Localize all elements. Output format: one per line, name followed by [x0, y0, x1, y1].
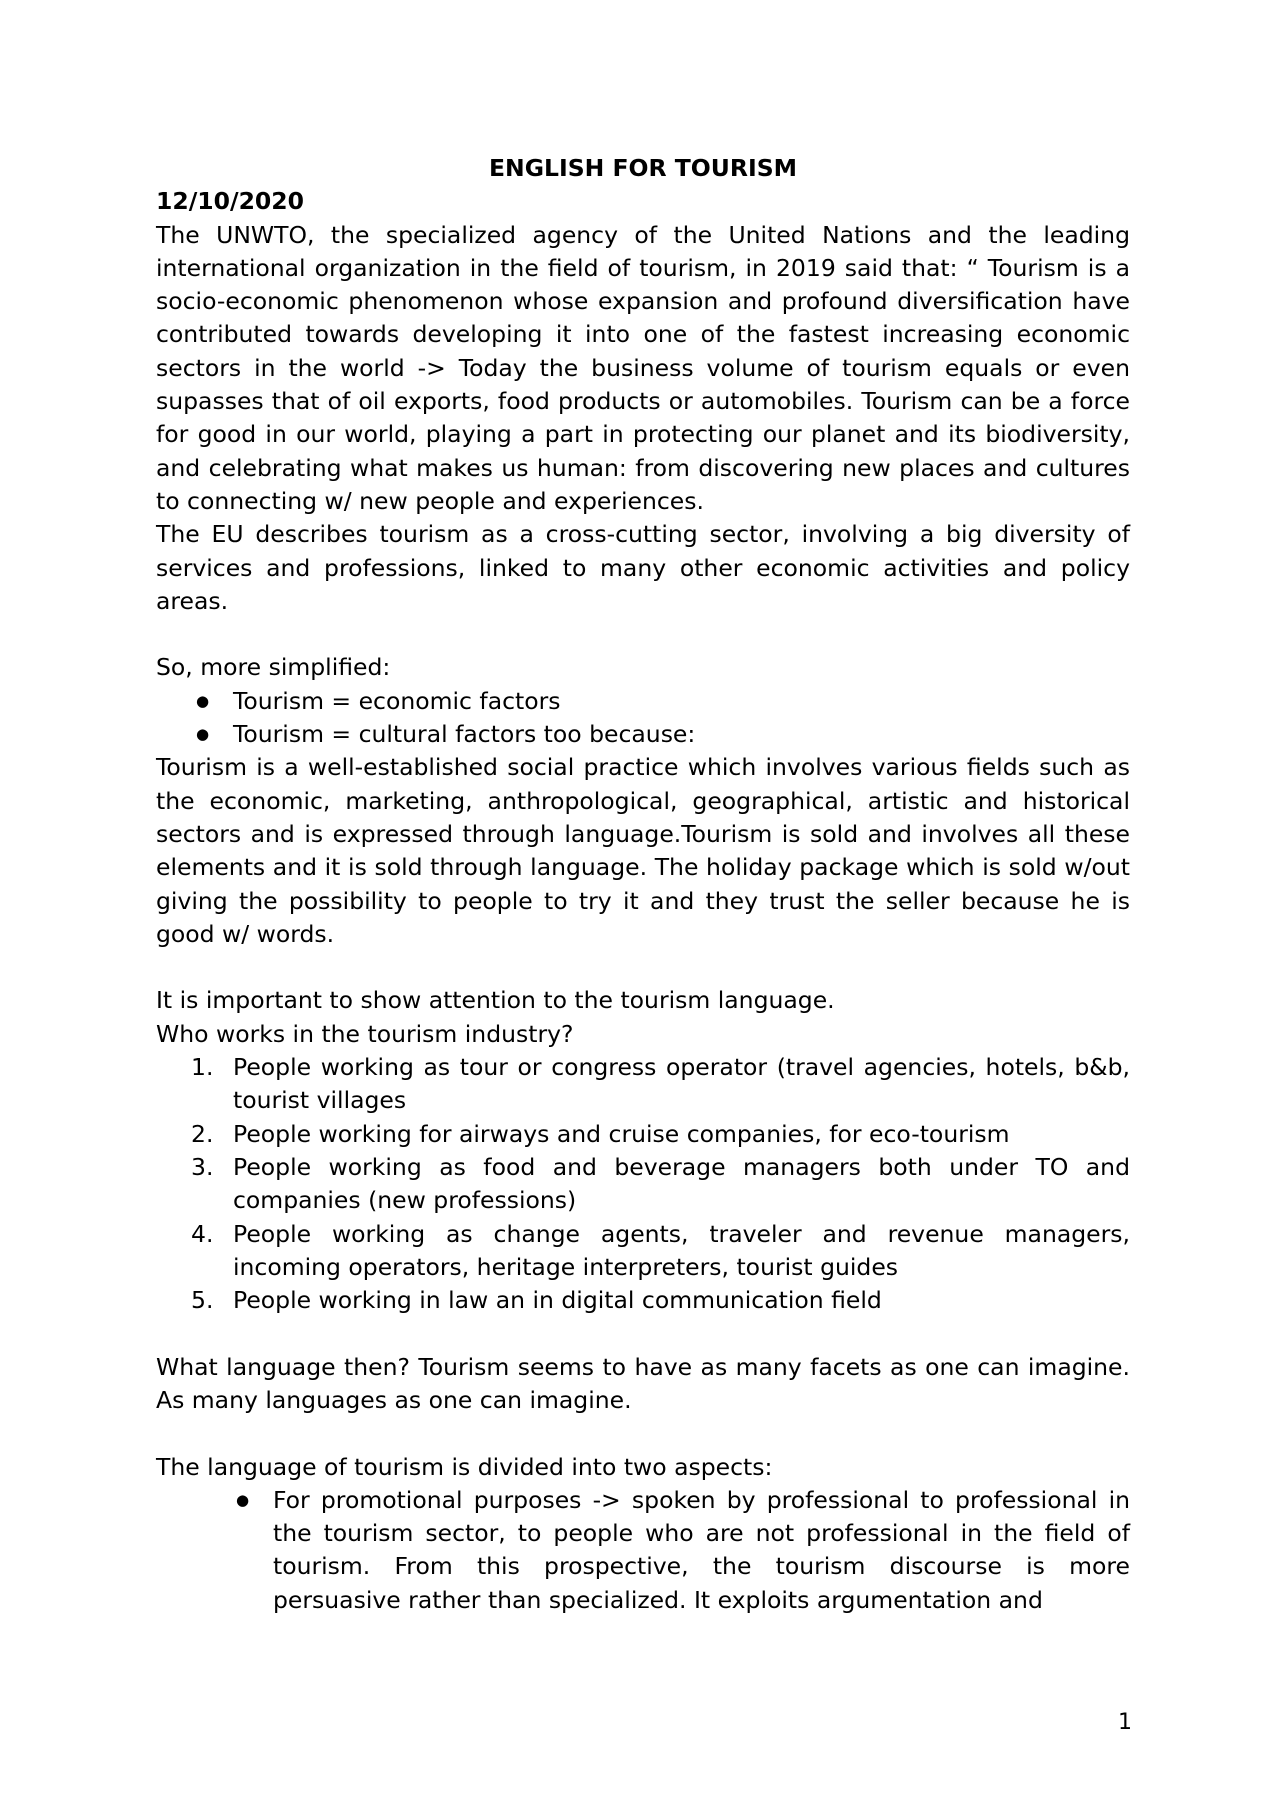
- list-item: [191, 1051, 1130, 1118]
- list-number: 5.: [191, 1286, 214, 1315]
- list-item: ● Tourism = cultural factors too because:: [233, 718, 1130, 751]
- paragraph-social-practice: Tourism is a well-established social practice which involves various fields such as the economic, marketing, anthropological, geographical, artistic and historical sectors and is expressed through language.Tourism is sold and involves all these elements and it is sold through language. The holiday package which is sold w/out giving the possibility to people to try it and they trust the seller because he is good w/ words.: [156, 753, 1130, 948]
- list-item: [191, 1151, 1130, 1218]
- paragraph-two-aspects: The language of tourism is divided into two aspects:: [156, 1452, 773, 1481]
- list-item: [191, 1218, 1130, 1285]
- list-item: [191, 1284, 1130, 1317]
- list-text: People working as change agents, traveler and revenue managers, incoming operators, heritage interpreters, tourist guides: [233, 1219, 1130, 1281]
- workers-list: [156, 1051, 1130, 1317]
- list-number: 2.: [191, 1119, 214, 1148]
- page-number: 1: [1118, 1710, 1132, 1735]
- list-text: People working for airways and cruise companies, for eco-tourism: [233, 1119, 1010, 1148]
- aspects-list: [156, 1484, 1130, 1617]
- blank-line: [156, 1417, 1130, 1450]
- list-number: 4.: [191, 1219, 214, 1248]
- paragraph-what-language: What language then? Tourism seems to have as many facets as one can imagine. As many languages as one can imagine.: [156, 1352, 1130, 1414]
- list-item: ● Tourism = economic factors: [233, 685, 1130, 718]
- blank-line: [156, 618, 1130, 651]
- document-body: [156, 152, 1130, 1617]
- paragraph-unwto: The UNWTO, the specialized agency of the United Nations and the leading international organization in the field of tourism, in 2019 said that: “ Tourism is a socio-economic phenomenon whose expansion and profound diversification have contributed towards developing it into one of the fastest increasing economic sectors in the world -> Today the business volume of tourism equals or even supasses that of oil exports, food products or automobiles. Tourism can be a force for good in our world, playing a part in protecting our planet and its biodiversity, and celebrating what makes us human: from discovering new places and cultures to connecting w/ new people and experiences.: [156, 220, 1130, 515]
- list-text: People working as tour or congress operator (travel agencies, hotels, b&b, tourist villages: [233, 1053, 1130, 1115]
- list-text: People working as food and beverage managers both under TO and companies (new professions): [233, 1152, 1130, 1215]
- list-number: 3.: [191, 1152, 214, 1181]
- blank-line: [156, 1317, 1130, 1350]
- document-title: ENGLISH FOR TOURISM: [488, 154, 798, 182]
- paragraph-simplified: So, more simplified:: [156, 653, 391, 682]
- paragraph-who-works: Who works in the tourism industry?: [156, 1019, 574, 1048]
- list-item: [191, 1118, 1130, 1151]
- paragraph-attention: It is important to show attention to the tourism language.: [156, 986, 835, 1015]
- document-date: 12/10/2020: [156, 187, 304, 216]
- factors-list: [156, 685, 1130, 752]
- list-text: People working in law an in digital communication field: [233, 1286, 882, 1315]
- list-number: 1.: [191, 1053, 214, 1082]
- paragraph-eu: The EU describes tourism as a cross-cutting sector, involving a big diversity of services and professions, linked to many other economic activities and policy areas.: [156, 520, 1130, 615]
- list-item: ● For promotional purposes -> spoken by professional to professional in the tourism sector, to people who are not professional in the field of tourism. From this prospective, the tourism discourse is more persuasive rather than specialized. It exploits argumentation and: [273, 1484, 1130, 1617]
- blank-line: [156, 951, 1130, 984]
